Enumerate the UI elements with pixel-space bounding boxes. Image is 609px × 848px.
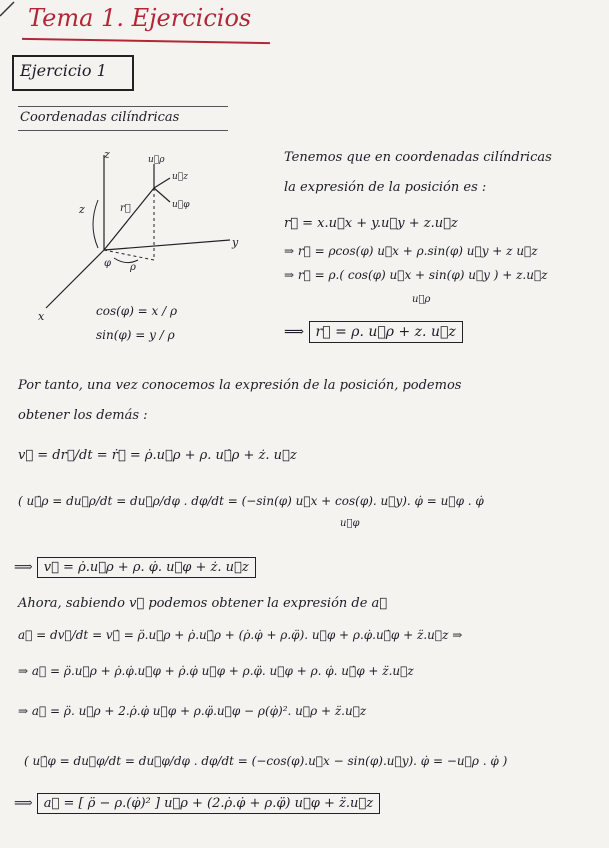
u-rho-label: u⃗ρ: [148, 155, 165, 165]
cylindrical-axes-diagram: [30, 140, 250, 330]
acceleration-text: Ahora, sabiendo v⃗ podemos obtener la expresión de a⃗: [18, 596, 388, 611]
velocity-eq-2: ( u⃗̇ρ = du⃗ρ/dt = du⃗ρ/dφ . dφ/dt = (−sin(φ) u⃗x + cos(φ). u⃗y). φ̇ = u⃗φ . φ̇: [18, 494, 484, 508]
position-result: ⟹ r⃗ = ρ. u⃗ρ + z. u⃗z: [284, 324, 463, 340]
z-coordinate-mark: z: [79, 203, 85, 216]
velocity-brace-label: u⃗φ: [340, 518, 360, 529]
acceleration-result: ⟹ a⃗ = [ ρ̈ − ρ.(φ̇)² ] u⃗ρ + (2.ρ̇.φ̇ + ρ.φ̈) u⃗φ + z̈.u⃗z: [14, 796, 380, 811]
acceleration-eq-1: a⃗ = dv⃗/dt = v⃗̇ = ρ̈.u⃗ρ + ρ̇.u⃗̇ρ + (ρ̇.φ̇ + ρ.φ̈). u⃗φ + ρ.φ̇.u⃗̇φ + z̈.u⃗z ⇒: [18, 628, 463, 642]
phi-angle-mark: φ: [104, 258, 112, 269]
position-eq-1: r⃗ = x.u⃗x + y.u⃗y + z.u⃗z: [284, 216, 458, 231]
subtitle-overline: [18, 106, 228, 107]
x-axis-label: x: [38, 310, 45, 323]
position-result-box: r⃗ = ρ. u⃗ρ + z. u⃗z: [309, 321, 463, 343]
margin-tick: [0, 0, 20, 20]
velocity-text-1: Por tanto, una vez conocemos la expresión de la posición, podemos: [18, 378, 462, 393]
exercise-label: Ejercicio 1: [20, 61, 107, 80]
page-title: Tema 1. Ejercicios: [28, 4, 252, 32]
title-underline: [22, 38, 270, 44]
velocity-result: ⟹ v⃗ = ρ̇.u⃗ρ + ρ. φ̇. u⃗φ + ż. u⃗z: [14, 560, 256, 575]
subtitle-underline: [18, 130, 228, 131]
acceleration-eq-3: ⇒ a⃗ = ρ̈. u⃗ρ + 2.ρ̇.φ̇ u⃗φ + ρ.φ̈.u⃗φ − ρ(φ̇)². u⃗ρ + z̈.u⃗z: [18, 704, 367, 718]
position-brace-label: u⃗ρ: [412, 294, 431, 305]
sin-relation: sin(φ) = y / ρ: [96, 328, 175, 342]
y-axis-label: y: [232, 236, 239, 249]
u-z-label: u⃗z: [172, 172, 188, 182]
u-phi-label: u⃗φ: [172, 200, 190, 210]
acceleration-eq-4: ( u⃗̇φ = du⃗φ/dt = du⃗φ/dφ . dφ/dt = (−cos(φ).u⃗x − sin(φ).u⃗y). φ̇ = −u⃗ρ . φ̇ ): [24, 754, 508, 768]
position-eq-3: ⇒ r⃗ = ρ.( cos(φ) u⃗x + sin(φ) u⃗y ) + z.u⃗z: [284, 268, 548, 282]
velocity-result-box: v⃗ = ρ̇.u⃗ρ + ρ. φ̇. u⃗φ + ż. u⃗z: [37, 557, 256, 578]
acceleration-result-box: a⃗ = [ ρ̈ − ρ.(φ̇)² ] u⃗ρ + (2.ρ̇.φ̇ + ρ.φ̈) u⃗φ + z̈.u⃗z: [37, 793, 380, 814]
section-subtitle: Coordenadas cilíndricas: [20, 110, 180, 125]
z-axis-label: z: [104, 148, 110, 161]
intro-line-2: la expresión de la posición es :: [284, 180, 487, 195]
cos-relation: cos(φ) = x / ρ: [96, 304, 178, 318]
r-vector-mark: r⃗: [120, 203, 131, 214]
velocity-text-2: obtener los demás :: [18, 408, 148, 423]
intro-line-1: Tenemos que en coordenadas cilíndricas: [284, 150, 552, 165]
position-eq-2: ⇒ r⃗ = ρcos(φ) u⃗x + ρ.sin(φ) u⃗y + z u⃗z: [284, 244, 538, 258]
velocity-eq-1: v⃗ = dr⃗/dt = ṙ⃗ = ρ̇.u⃗ρ + ρ. u⃗̇ρ + ż. u⃗z: [18, 448, 297, 463]
acceleration-eq-2: ⇒ a⃗ = ρ̈.u⃗ρ + ρ̇.φ̇.u⃗φ + ρ̇.φ̇ u⃗φ + ρ.φ̈. u⃗φ + ρ. φ̇. u⃗̇φ + z̈.u⃗z: [18, 664, 414, 678]
rho-mark: ρ: [130, 262, 136, 273]
